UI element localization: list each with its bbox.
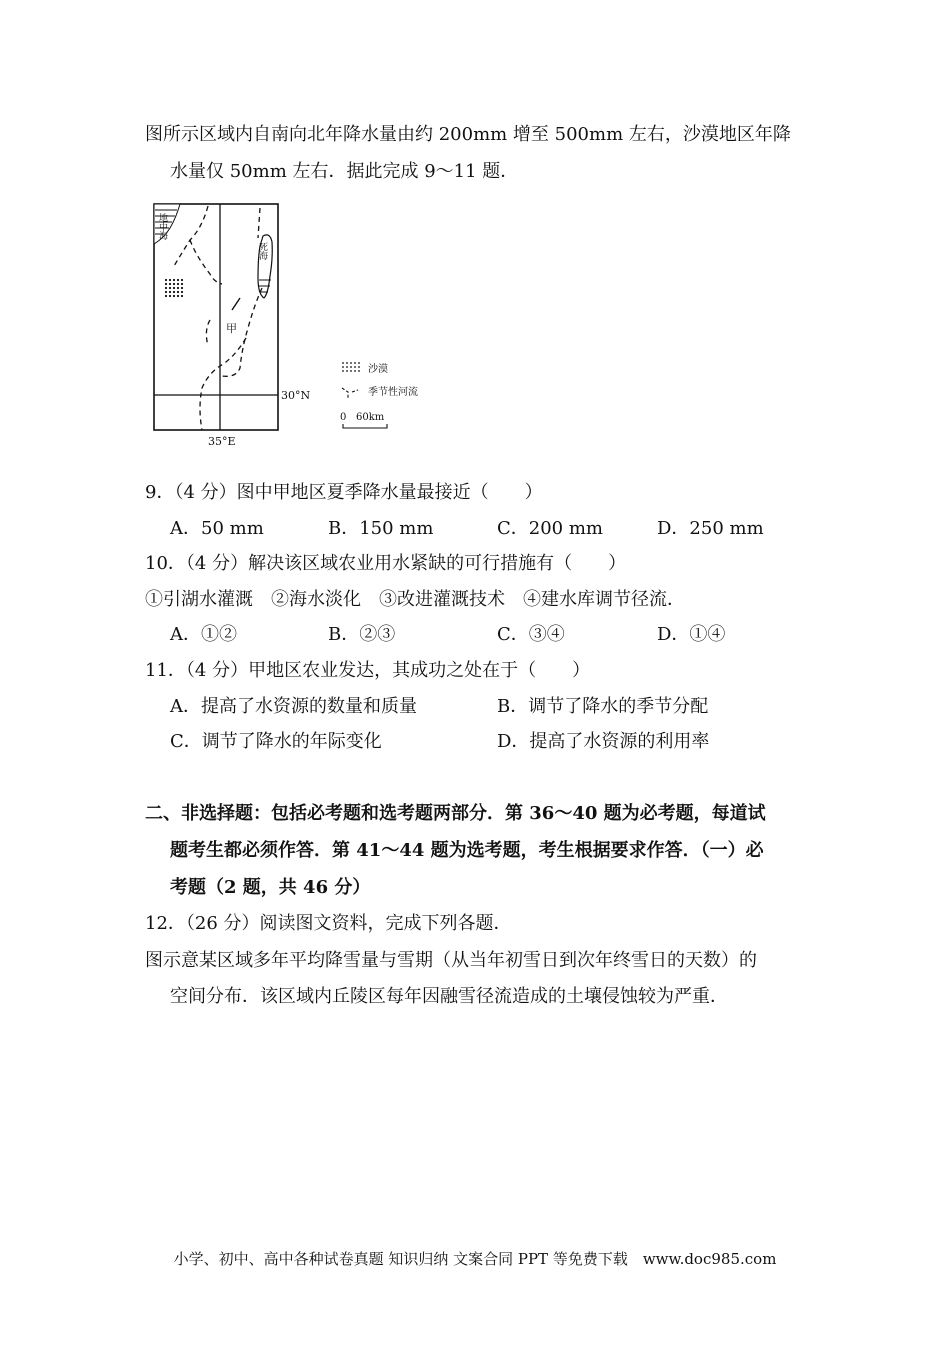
q12-stem: 12．（26 分）阅读图文资料，完成下列各题． bbox=[145, 913, 512, 934]
page-footer: 小学、初中、高中各种试卷真题 知识归纳 文案合同 PPT 等免费下载 www.doc985.com bbox=[173, 1250, 777, 1268]
q10-option-a: A．①② bbox=[170, 624, 237, 645]
legend-desert-swatch bbox=[342, 362, 360, 372]
seasonal-rivers bbox=[174, 206, 262, 430]
longitude-label: 35°E bbox=[208, 435, 236, 448]
region-map bbox=[150, 198, 460, 454]
q9-option-a: A．50 mm bbox=[170, 518, 264, 539]
q11-stem: 11．（4 分）甲地区农业发达，其成功之处在于（ ） bbox=[145, 660, 591, 681]
map-frame bbox=[154, 204, 278, 430]
latitude-label: 30°N bbox=[281, 389, 311, 402]
section2-line-2: 题考生都必须作答．第 41～44 题为选考题，考生根据要求作答．（一）必 bbox=[170, 840, 764, 861]
q10-items: ①引湖水灌溉 ②海水淡化 ③改进灌溉技术 ④建水库调节径流． bbox=[145, 589, 685, 610]
jia-marker bbox=[232, 298, 240, 310]
legend-river-label: 季节性河流 bbox=[368, 387, 418, 398]
section2-line-3: 考题（2 题，共 46 分） bbox=[170, 877, 371, 898]
intro-line-1: 图所示区域内自南向北年降水量由约 200mm 增至 500mm 左右，沙漠地区年降 bbox=[145, 124, 791, 145]
legend-river-swatch bbox=[342, 388, 358, 398]
label-jia: 甲 bbox=[226, 322, 237, 335]
intro-line-2: 水量仅 50mm 左右．据此完成 9～11 题． bbox=[170, 161, 519, 182]
label-mediterranean: 地中海 bbox=[157, 213, 167, 240]
q10-option-b: B．②③ bbox=[328, 624, 396, 645]
legend-desert-label: 沙漠 bbox=[368, 364, 388, 375]
desert-area bbox=[165, 279, 183, 297]
q11-option-c: C．调节了降水的年际变化 bbox=[170, 731, 382, 752]
q11-option-a: A．提高了水资源的数量和质量 bbox=[170, 696, 417, 717]
q10-option-d: D．①④ bbox=[657, 624, 726, 645]
q12-desc-1: 图示意某区域多年平均降雪量与雪期（从当年初雪日到次年终雪日的天数）的 bbox=[145, 950, 757, 971]
q9-stem: 9．（4 分）图中甲地区夏季降水量最接近（ ） bbox=[145, 482, 543, 503]
scale-bar bbox=[343, 424, 387, 428]
q11-option-b: B．调节了降水的季节分配 bbox=[497, 696, 709, 717]
q11-option-d: D．提高了水资源的利用率 bbox=[497, 731, 710, 752]
scale-distance-label: 60km bbox=[356, 412, 385, 423]
q9-option-b: B．150 mm bbox=[328, 518, 434, 539]
q10-stem: 10．（4 分）解决该区域农业用水紧缺的可行措施有（ ） bbox=[145, 553, 627, 574]
q9-option-d: D．250 mm bbox=[657, 518, 764, 539]
section2-line-1: 二、非选择题：包括必考题和选考题两部分．第 36～40 题为必考题，每道试 bbox=[145, 803, 766, 824]
scale-zero-label: 0 bbox=[340, 412, 347, 423]
label-deadsea: 死海 bbox=[257, 242, 267, 260]
q9-option-c: C．200 mm bbox=[497, 518, 603, 539]
q12-desc-2: 空间分布．该区域内丘陵区每年因融雪径流造成的土壤侵蚀较为严重． bbox=[170, 986, 728, 1007]
q10-option-c: C．③④ bbox=[497, 624, 565, 645]
